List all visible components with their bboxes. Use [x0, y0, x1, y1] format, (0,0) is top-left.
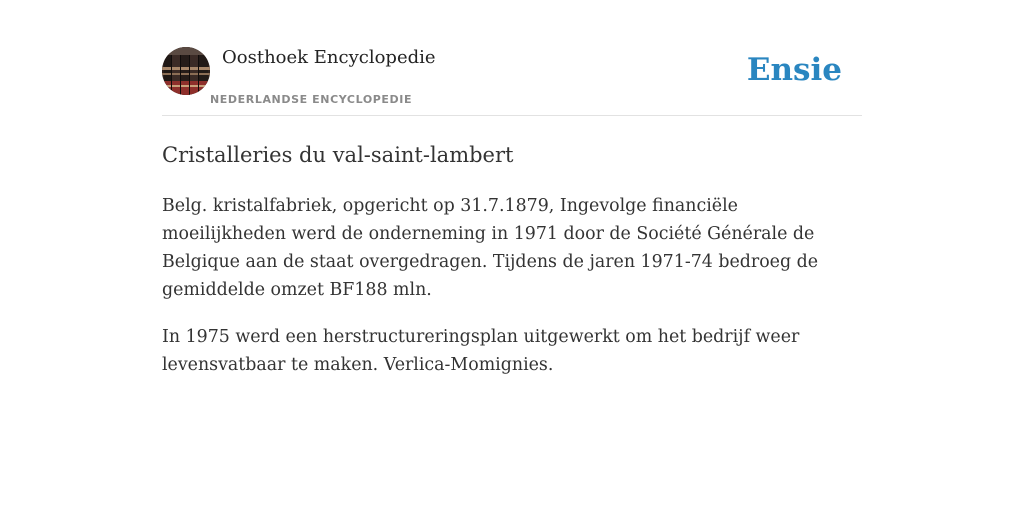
ensie-logo[interactable]: Ensie [746, 52, 842, 88]
article-body [162, 192, 862, 398]
article-title: Cristalleries du val-saint-lambert [162, 143, 514, 167]
source-subtitle: NEDERLANDSE ENCYCLOPEDIE [210, 93, 413, 106]
source-header [162, 46, 862, 116]
source-avatar[interactable] [162, 47, 210, 95]
article-paragraph: In 1975 werd een herstructureringsplan uitgewerkt om het bedrijf weer levensvatbaar te maken. Verlica-Momignies. [162, 327, 800, 375]
article-paragraph: Belg. kristalfabriek, opgericht op 31.7.1879, Ingevolge financiële moeilijkheden werd de onderneming in 1971 door de Société Générale de Belgique aan de staat overgedragen. Tijdens de jaren 1971-74 bedroeg de gemiddelde omzet BF188 mln. [162, 196, 819, 300]
source-name[interactable]: Oosthoek Encyclopedie [222, 47, 436, 68]
encyclopedia-books-icon [162, 47, 210, 95]
